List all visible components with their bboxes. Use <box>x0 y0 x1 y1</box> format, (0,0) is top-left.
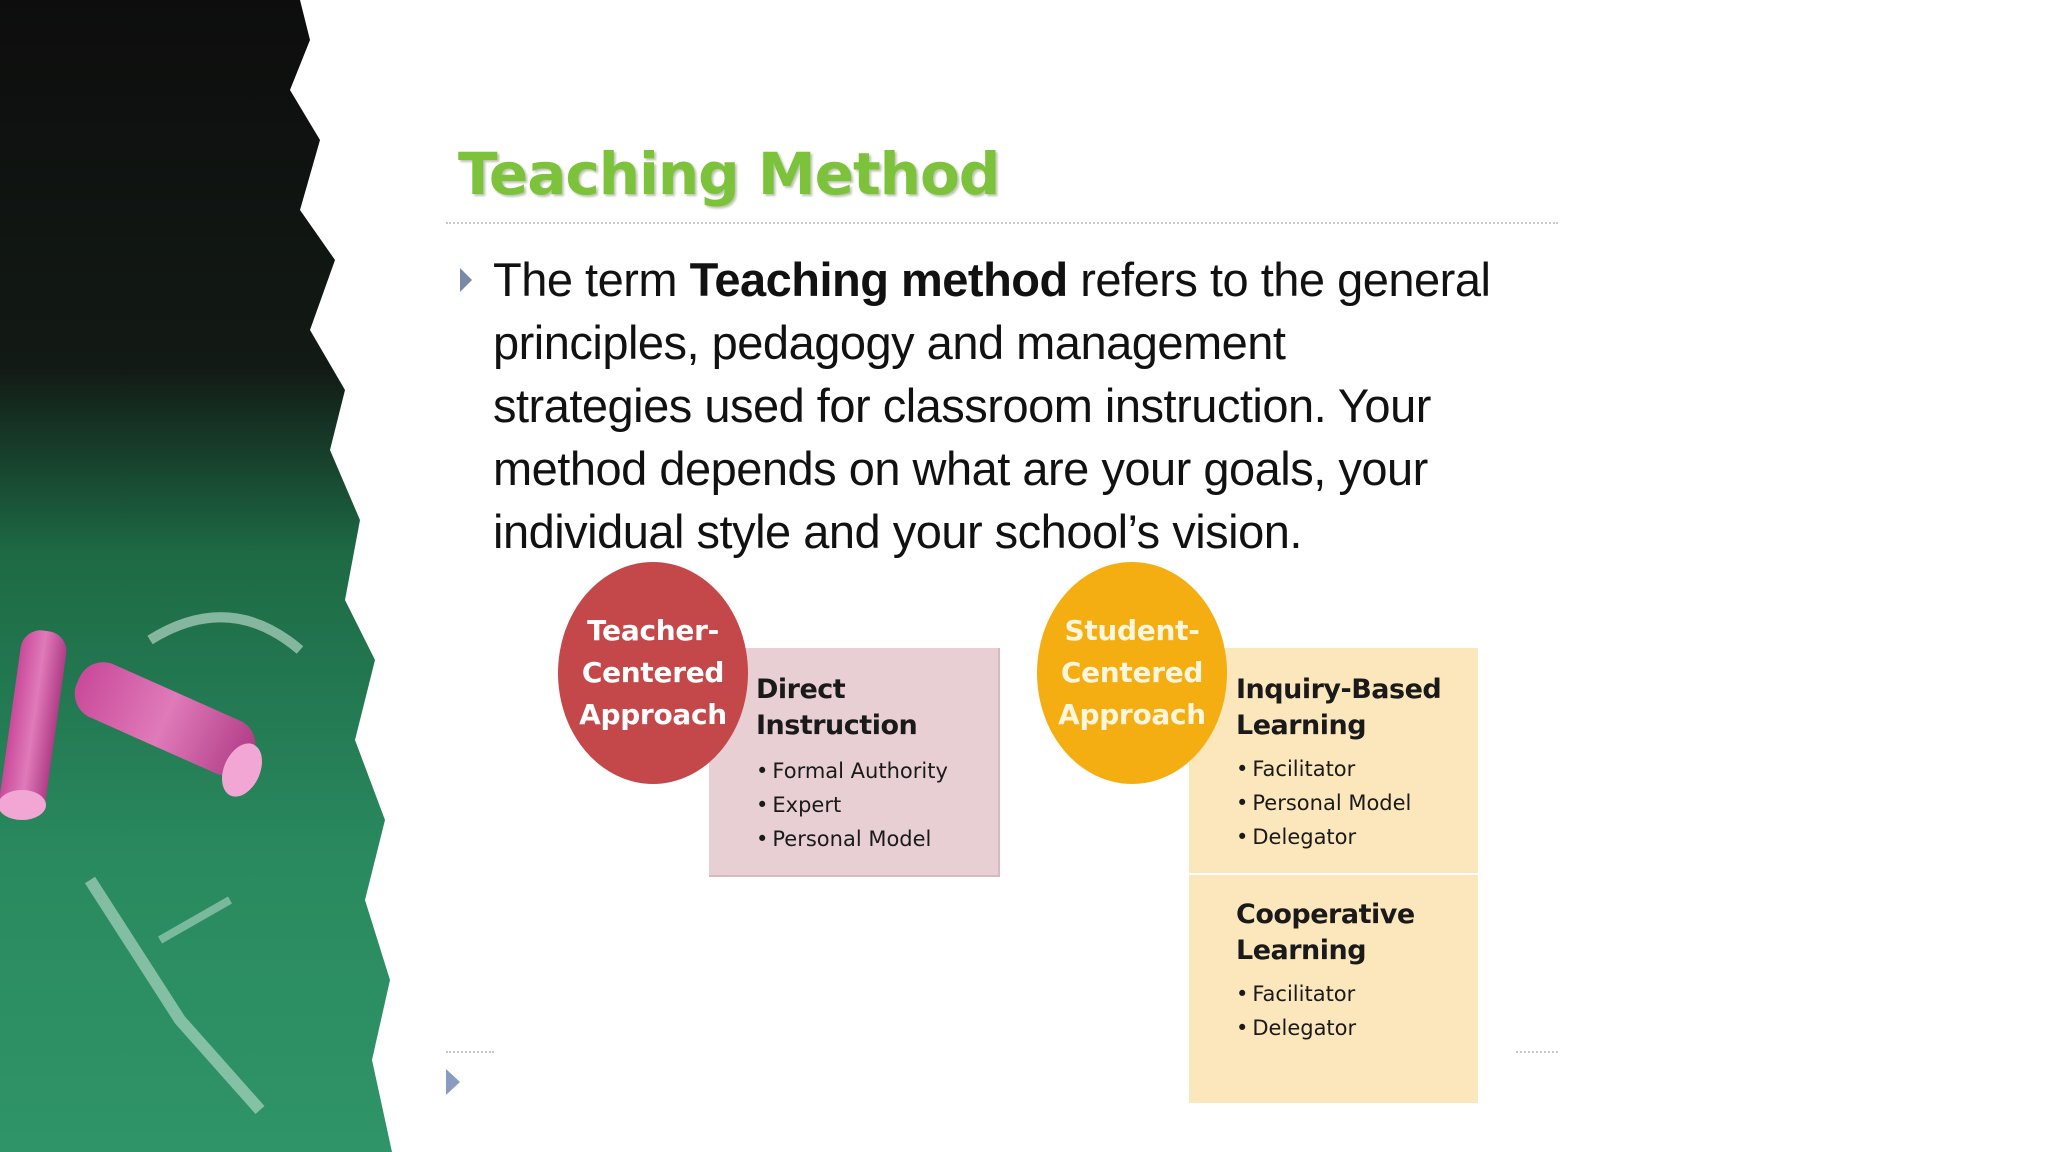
list-item: • Formal Authority <box>756 754 998 788</box>
list-item: • Expert <box>756 788 998 822</box>
circle-label-line: Approach <box>1058 698 1206 731</box>
footer-divider-left <box>446 1051 494 1053</box>
direct-instruction-title: Direct Instruction <box>756 674 918 741</box>
triangle-right-icon <box>446 1069 460 1095</box>
slide-body-text <box>493 248 1493 563</box>
slide-title: Teaching Method <box>458 140 1000 208</box>
teacher-centered-approach-circle <box>558 562 748 784</box>
circle-label-line: Teacher- <box>587 614 719 647</box>
circle-label-line: Centered <box>1060 656 1204 689</box>
cooperative-learning-list <box>1236 977 1478 1045</box>
body-text-pre: The term <box>493 253 690 306</box>
direct-instruction-box <box>709 648 1000 877</box>
footer-divider-right <box>1516 1051 1558 1053</box>
inquiry-based-learning-box <box>1189 648 1478 873</box>
direct-instruction-list <box>756 754 998 856</box>
list-item: • Facilitator <box>1236 752 1478 786</box>
body-text-post: refers to the general principles, pedagogy and management strategies used for classroom instruction. Your method depends on what are your goals, your individual style and your school’s vision. <box>493 253 1491 558</box>
circle-label-line: Student- <box>1064 614 1200 647</box>
inquiry-based-learning-title <box>1236 672 1478 744</box>
chalkboard-image <box>0 0 400 1152</box>
list-item: • Personal Model <box>1236 786 1478 820</box>
title-line: Cooperative <box>1236 899 1415 930</box>
cooperative-learning-title <box>1236 897 1478 969</box>
student-centered-approach-circle <box>1037 562 1227 784</box>
list-item: • Facilitator <box>1236 977 1478 1011</box>
body-text-bold-term: Teaching method <box>689 253 1068 306</box>
title-line: Learning <box>1236 935 1367 966</box>
title-line: Inquiry-Based <box>1236 674 1442 705</box>
title-divider <box>446 222 1558 224</box>
circle-label-line: Approach <box>579 698 727 731</box>
list-item: • Personal Model <box>756 822 998 856</box>
inquiry-based-learning-list <box>1236 752 1478 854</box>
list-item: • Delegator <box>1236 820 1478 854</box>
circle-label-line: Centered <box>581 656 725 689</box>
title-line: Learning <box>1236 710 1367 741</box>
cooperative-learning-box <box>1189 875 1478 1103</box>
list-item: • Delegator <box>1236 1011 1478 1045</box>
triangle-right-icon <box>460 268 472 292</box>
